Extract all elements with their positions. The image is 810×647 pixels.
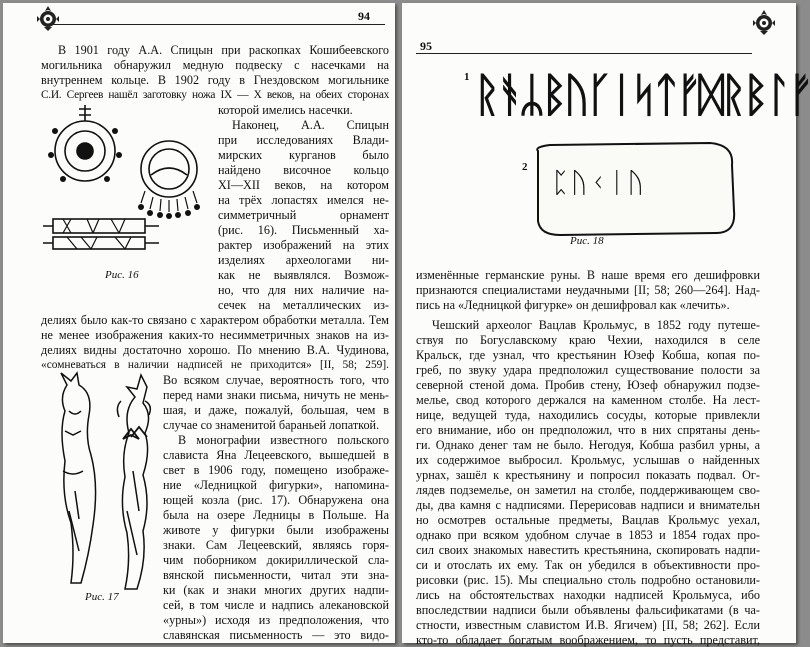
text-line: «сомневаться в наличии надписей не приходится» [II, 58; 259]. <box>41 359 389 371</box>
text-line: знаки. Сам Лецеевский, являясь горя- <box>163 538 389 552</box>
figure-label: 2 <box>522 161 528 173</box>
text-line: Во всяком случае, вероятность того, что <box>163 373 389 387</box>
text-line: но осмотрев остальные предметы, Вацлав Крольмус уехал, <box>416 513 760 527</box>
figure-label: 1 <box>464 71 470 83</box>
text-line: мирских курганов было <box>218 148 389 162</box>
text-line: ние «Ледницкой фигурки», напомина- <box>163 478 389 492</box>
text-line: делиях видны достаточно хорошо. По мнению В.А. Чудинова, <box>41 343 389 357</box>
text-line: не менее изображения каких-то несимметричных знаков на из- <box>41 328 389 342</box>
text-line: животе у фигурки были изображены <box>163 523 389 537</box>
text-line: лись на обстоятельствах находки надписей Крольмуса, ибо <box>416 588 760 602</box>
header-rule <box>416 53 752 54</box>
text-line: которой имелись насечки. <box>218 103 353 117</box>
text-line: стности, известным славистом И.В. Ягичем) [II, 58; 262]. Если <box>416 618 760 632</box>
page-number: 94 <box>358 9 370 23</box>
page-number: 95 <box>420 39 432 53</box>
text-line: славянская письменность — это видо- <box>163 628 389 642</box>
text-line: лядев подземелье, он заметил на столбе, поддерживающем сво- <box>416 483 760 497</box>
text-line: «урны») исходя из предположения, что <box>163 613 389 627</box>
text-line: пись на «Ледницкой фигурке» он дешифровал как «лечить». <box>416 298 730 312</box>
text-line: симметричный орнамент <box>218 208 389 222</box>
text-line: мелье, свод которого держался на каменном столбе. На лест- <box>416 393 760 407</box>
text-line: их содержимое выбросил. Крольмус, услышав о найденных <box>416 453 760 467</box>
text-line: В монографии известного польского <box>178 433 389 447</box>
text-line: впоследствии надписи были объявлены фальсификатами (в ча- <box>416 603 760 617</box>
rune-inscription: ᚱᚬᛦᛒᚢᚴᛁᛋᛏᚠᛞᚱᛒᛚᚠ <box>474 68 810 123</box>
text-line: си и отослать их ему. Так он убедился в объективности про- <box>416 558 760 572</box>
text-line: Кральск, где узнал, что крестьянин Юзеф Кобша, копая по- <box>416 348 760 362</box>
figure-caption: Рис. 18 <box>570 235 604 247</box>
rune-inscription: ᛈᚢᚲᛁᚢ <box>552 166 647 199</box>
text-line: признаются специалистами неудачными [II; 58; 260—264]. Над- <box>416 283 760 297</box>
text-line: ющей козла (рис. 17). Обнаружена она <box>163 493 389 507</box>
text-line: Наконец, А.А. Спицын <box>232 118 389 132</box>
text-line: найдено височное кольцо <box>218 163 389 177</box>
figure-caption: Рис. 17 <box>85 591 119 603</box>
text-line: сей, в том числе и надпись алекановской <box>163 598 389 612</box>
text-line: при исследованиях Влади- <box>218 133 389 147</box>
figure-caption: Рис. 16 <box>105 269 139 281</box>
header-rule <box>43 24 385 25</box>
figure-16-pendant <box>41 103 213 263</box>
text-line: перед нами знаки письма, ничуть не мень- <box>163 388 389 402</box>
text-line: внутреннем кольце. В 1902 году в Гнездовском могильнике <box>41 73 389 87</box>
text-line: чим поборником докириллической сла- <box>163 553 389 567</box>
text-line: свет в 1906 году, помещено изображе- <box>163 463 389 477</box>
text-line: урнах, зашёл к крестьянину и попросил показать подвал. Ог- <box>416 468 760 482</box>
text-line: случае со знаменитой бараньей лопаткой. <box>163 418 380 432</box>
text-line: однако при всяком удобном случае в 1853 и 1854 годах про- <box>416 528 760 542</box>
text-line: рисовки (рис. 15). Мы специально столь подробно остановили- <box>416 573 760 587</box>
right-page <box>402 3 810 647</box>
text-line: но, что для них наличие на- <box>218 283 389 297</box>
text-line: В 1901 году А.А. Спицын при раскопках Кошибеевского <box>58 43 389 57</box>
text-line: могильника обнаружил медную подвеску с насечками на <box>41 58 389 72</box>
text-line: рактер изображений на этих <box>218 238 389 252</box>
text-line: шая, и даже, пожалуй, большая, чем в <box>163 403 389 417</box>
text-line: Чешский археолог Вацлав Крольмус, в 1852 году путеше- <box>432 318 760 332</box>
text-line: С.И. Сергеев нашёл заготовку ножа IX — X веков, на обеих сторонах <box>41 89 389 101</box>
text-line: северной стеной дома. Пробив стену, Юзеф обнаружил подзе- <box>416 378 760 392</box>
left-page <box>3 3 395 643</box>
text-line: слависта Яна Лецеевского, вышедшей в <box>163 448 389 462</box>
text-line: делиях было как-то связано с характером обработки металла. Тем <box>41 313 389 327</box>
text-line: (рис. 16). Письменный ха- <box>218 223 389 237</box>
text-line: вянской письменности, читал эти зна- <box>163 568 389 582</box>
text-line: как не выявлялся. Возмож- <box>218 268 389 282</box>
text-line: ды, два камня с надписями. Перерисовав надписи и внимательн <box>416 498 760 512</box>
text-line: ки (как и знаки многих других надпи- <box>163 583 389 597</box>
text-line: кто-то обладает богатым воображением, то пусть представит, <box>416 633 760 647</box>
text-line: была на озере Ледницы в Польше. На <box>163 508 389 522</box>
ornament-icon <box>752 9 776 35</box>
text-line: нице, ведущей туда, находились сосуды, которые привлекли <box>416 408 760 422</box>
text-line: сил своих знакомых навестить крестьянина, скопировать надпи- <box>416 543 760 557</box>
ornament-icon <box>36 5 60 31</box>
text-line: сечек на металлических из- <box>218 298 389 312</box>
text-line: XI—XII веков, на котором <box>218 178 389 192</box>
text-line: греб, по звуку удара предположил существование полости за <box>416 363 760 377</box>
text-line: изменённые германские руны. В наше время его дешифровки <box>416 268 760 282</box>
text-line: его внимание, ибо он предположил, что в них спрятаны день- <box>416 423 760 437</box>
text-line: на трёх лопастях имелся не- <box>218 193 389 207</box>
text-line: ствуя по Богуславскому краю Чехии, находился в селе <box>416 333 760 347</box>
text-line: изделиях археологами ни- <box>218 253 389 267</box>
text-line: ги. Однако денег там не было. Негодуя, Кобша разбил урны, а <box>416 438 760 452</box>
